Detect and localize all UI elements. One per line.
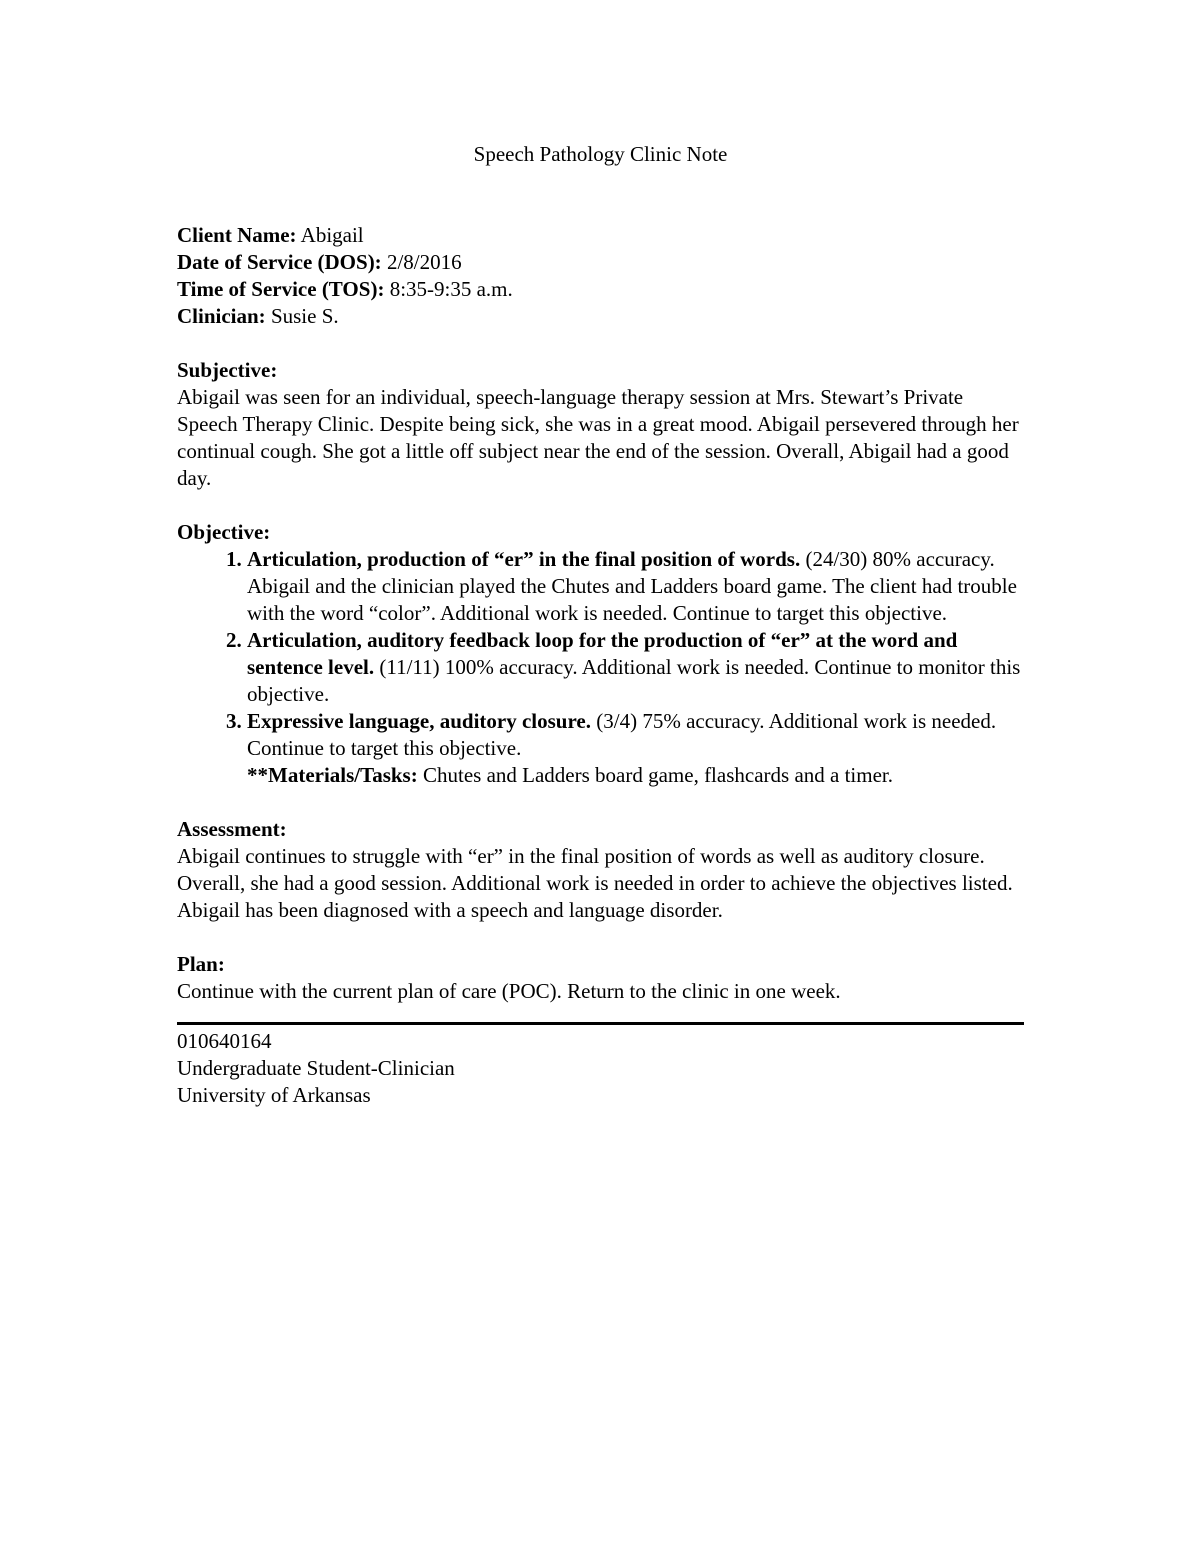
materials-line bbox=[247, 762, 1024, 789]
objective-goal: Expressive language, auditory closure. bbox=[247, 709, 591, 733]
dos-line bbox=[177, 249, 1024, 276]
objective-item bbox=[247, 627, 1024, 708]
page-title: Speech Pathology Clinic Note bbox=[473, 142, 728, 166]
objective-list bbox=[177, 546, 1024, 762]
assessment-text: Abigail continues to struggle with “er” in the final position of words as well as auditory closure. Overall, she had a good session. Additional work is needed in order to achieve the objectives listed. Abigail has been diagnosed with a speech and language disorder. bbox=[177, 844, 1013, 922]
clinic-note bbox=[177, 141, 1024, 1109]
client-name-value: Abigail bbox=[300, 223, 364, 247]
client-name-label: Client Name: bbox=[177, 223, 297, 247]
dos-label: Date of Service (DOS): bbox=[177, 250, 382, 274]
objective-detail: (11/11) 100% accuracy. Additional work is needed. Continue to monitor this objective. bbox=[247, 655, 1021, 706]
signature-school: University of Arkansas bbox=[177, 1083, 371, 1107]
objective-section bbox=[177, 519, 1024, 789]
tos-label: Time of Service (TOS): bbox=[177, 277, 385, 301]
tos-value: 8:35-9:35 a.m. bbox=[389, 277, 513, 301]
objective-item bbox=[247, 546, 1024, 627]
signature-block bbox=[177, 1028, 1024, 1109]
subjective-text: Abigail was seen for an individual, speech-language therapy session at Mrs. Stewart’s Private Speech Therapy Clinic. Despite being sick, she was in a great mood. Abigail persevered through her continual cough. She got a little off subject near the end of the session. Overall, Abigail had a good day. bbox=[177, 385, 1019, 490]
signature-divider bbox=[177, 1022, 1024, 1025]
plan-text: Continue with the current plan of care (POC). Return to the clinic in one week. bbox=[177, 979, 841, 1003]
subjective-heading: Subjective: bbox=[177, 358, 278, 382]
dos-value: 2/8/2016 bbox=[386, 250, 462, 274]
plan-section bbox=[177, 951, 1024, 1005]
plan-heading: Plan: bbox=[177, 952, 225, 976]
objective-detail: (3/4) 75% accuracy. Additional work is needed. Continue to target this objective. bbox=[247, 709, 997, 760]
clinician-line bbox=[177, 303, 1024, 330]
subjective-section bbox=[177, 357, 1024, 492]
signature-role: Undergraduate Student-Clinician bbox=[177, 1056, 455, 1080]
clinician-value: Susie S. bbox=[270, 304, 339, 328]
assessment-section bbox=[177, 816, 1024, 924]
assessment-heading: Assessment: bbox=[177, 817, 287, 841]
materials-label: **Materials/Tasks: bbox=[247, 763, 418, 787]
materials-text: Chutes and Ladders board game, flashcards and a timer. bbox=[422, 763, 893, 787]
client-name-line bbox=[177, 222, 1024, 249]
note-header bbox=[177, 222, 1024, 330]
objective-goal: Articulation, auditory feedback loop for the production of “er” at the word and sentence level. bbox=[247, 628, 958, 679]
tos-line bbox=[177, 276, 1024, 303]
objective-heading: Objective: bbox=[177, 520, 271, 544]
objective-goal: Articulation, production of “er” in the final position of words. bbox=[247, 547, 801, 571]
objective-detail: (24/30) 80% accuracy. Abigail and the clinician played the Chutes and Ladders board game. The client had trouble with the word “color”. Additional work is needed. Continue to target this objective. bbox=[247, 547, 1017, 625]
signature-id: 010640164 bbox=[177, 1029, 272, 1053]
clinician-label: Clinician: bbox=[177, 304, 266, 328]
objective-item bbox=[247, 708, 1024, 762]
